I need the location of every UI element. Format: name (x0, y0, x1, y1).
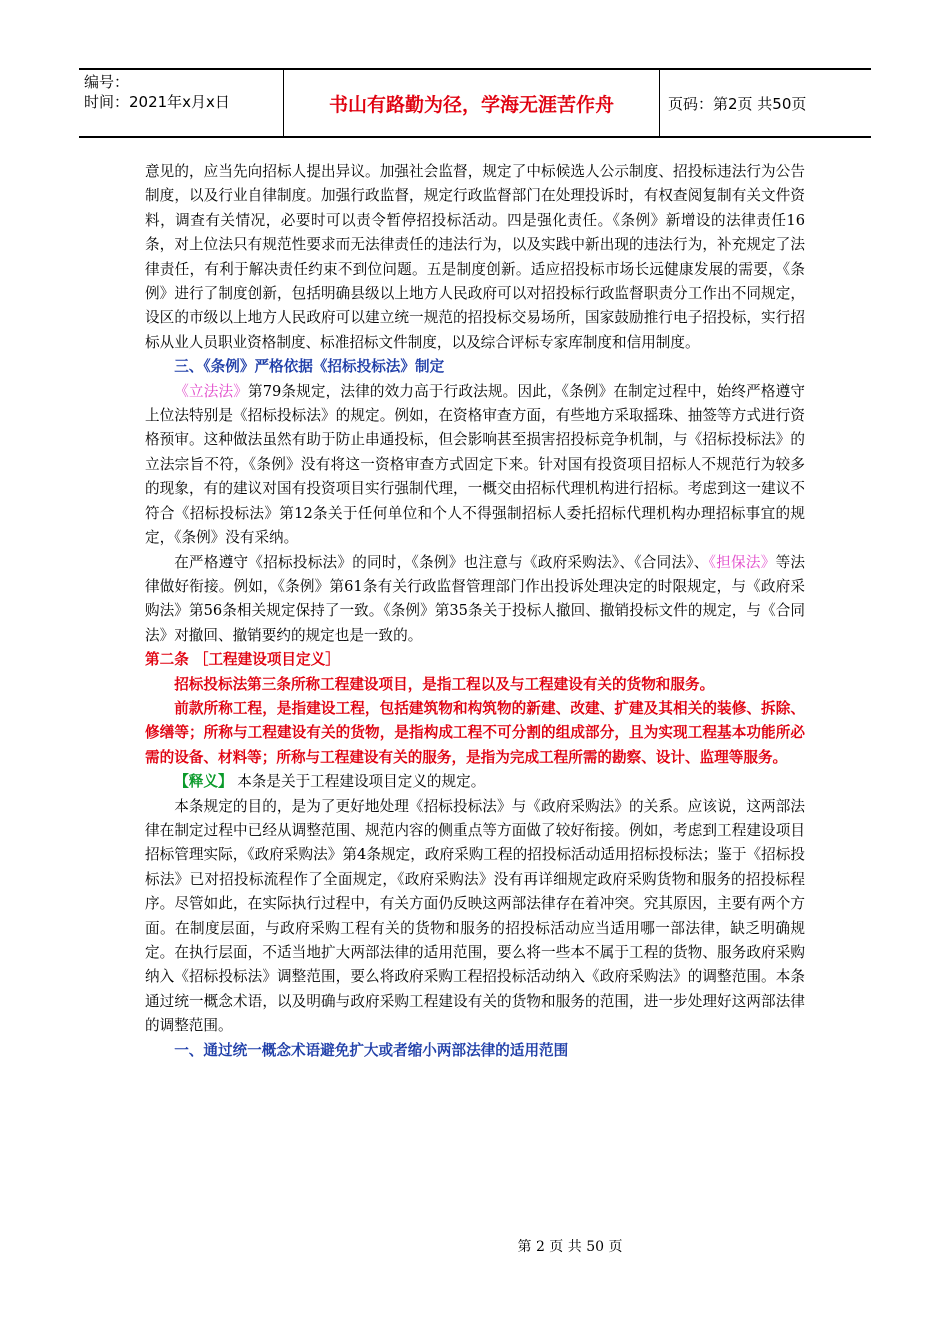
paragraph: 本条规定的目的，是为了更好地处理《招标投标法》与《政府采购法》的关系。应该说，这两部法律在制定过程中已经从调整范围、规范内容的侧重点等方面做了较好衔接。例如，考虑到工程建设项目招标管理实际，《政府采购法》第4条规定，政府采购工程的招投标活动适用招标投标法；鉴于《招标投标法》已对招投标流程作了全面规定，《政府采购法》没有再详细规定政府采购货物和服务的招投标程序。尽管如此，在实际执行过程中，有关方面仍反映这两部法律存在着冲突。究其原因，主要有两个方面。在制度层面，与政府采购工程有关的货物和服务的招投标活动应当适用哪一部法律，缺乏明确规定。在执行层面，不适当地扩大两部法律的适用范围，要么将一些本不属于工程的货物、服务政府采购纳入《招标投标法》调整范围，要么将政府采购工程招投标活动纳入《政府采购法》的调整范围。本条通过统一概念术语，以及明确与政府采购工程建设有关的货物和服务的范围，进一步处理好这两部法律的调整范围。 (145, 797, 805, 1035)
page-footer: 第 2 页 共 50 页 (517, 1239, 623, 1255)
section-heading: 三、《条例》严格依据《招标投标法》制定 (174, 358, 445, 376)
header-meta (79, 70, 284, 136)
paragraph-text: 在严格遵守《招标投标法》的同时，《条例》也注意与《政府采购法》、《合同法》、 (174, 553, 709, 571)
section-heading: 一、通过统一概念术语避免扩大或者缩小两部法律的适用范围 (174, 1041, 569, 1059)
page-header (79, 68, 871, 138)
interpretation (145, 770, 805, 794)
date-label: 时间：2021年x月x日 (84, 93, 230, 111)
article-heading: 第二条 ［工程建设项目定义］ (145, 651, 340, 669)
interpretation-text: 本条是关于工程建设项目定义的规定。 (232, 773, 486, 791)
paragraph (145, 551, 805, 649)
law-link[interactable]: 《担保法》 (708, 553, 776, 571)
paragraph-text: 第79条规定，法律的效力高于行政法规。因此，《条例》在制定过程中，始终严格遵守上位法特别是《招标投标法》的规定。例如，在资格审查方面，有些地方采取摇珠、抽签等方式进行资格预审。这种做法虽然有助于防止串通投标，但会影响甚至损害招投标竞争机制，与《招标投标法》的立法宗旨不符，《条例》没有将这一资格审查方式固定下来。针对国有投资项目招标人不规范行为较多的现象，有的建议对国有投资项目实行强制代理，一概交由招标代理机构进行招标。考虑到这一建议不符合《招标投标法》第12条关于任何单位和个人不得强制招标人委托招标代理机构办理招标事宜的规定，《条例》没有采纳。 (145, 382, 805, 547)
paragraph (145, 380, 805, 551)
document-body (145, 160, 805, 1063)
code-label: 编号： (84, 73, 130, 91)
law-link[interactable]: 《立法法》 (174, 382, 248, 400)
paragraph-text: 等法律做好衔接。例如，《条例》第61条有关行政监督管理部门作出投诉处理决定的时限规定，与《政府采购法》第56条相关规定保持了一致。《条例》第35条关于投标人撤回、撤销投标文件的规定，与《合同法》对撤回、撤销要约的规定也是一致的。 (145, 553, 805, 644)
law-text: 招标投标法第三条所称工程建设项目，是指工程以及与工程建设有关的货物和服务。 (174, 675, 715, 693)
header-motto: 书山有路勤为径，学海无涯苦作舟 (284, 70, 660, 136)
header-page-info: 页码：第2页 共50页 (668, 94, 807, 113)
law-text: 前款所称工程，是指建设工程，包括建筑物和构筑物的新建、改建、扩建及其相关的装修、拆除、修缮等；所称与工程建设有关的货物，是指构成工程不可分割的组成部分，且为实现工程基本功能所必需的设备、材料等；所称与工程建设有关的服务，是指为完成工程所需的勘察、设计、监理等服务。 (145, 699, 805, 766)
interpretation-label: 【释义】 (174, 773, 233, 791)
paragraph: 意见的，应当先向招标人提出异议。加强社会监督，规定了中标候选人公示制度、招投标违法行为公告制度，以及行业自律制度。加强行政监督，规定行政监督部门在处理投诉时，有权查阅复制有关文件资料，调查有关情况，必要时可以责令暂停招投标活动。四是强化责任。《条例》新增设的法律责任16条，对上位法只有规范性要求而无法律责任的违法行为，以及实践中新出现的违法行为，补充规定了法律责任，有利于解决责任约束不到位问题。五是制度创新。适应招投标市场长远健康发展的需要，《条例》进行了制度创新，包括明确县级以上地方人民政府可以对招投标行政监督职责分工作出不同规定，设区的市级以上地方人民政府可以建立统一规范的招投标交易场所，国家鼓励推行电子招投标，实行招标从业人员职业资格制度、标准招标文件制度，以及综合评标专家库制度和信用制度。 (145, 163, 805, 351)
